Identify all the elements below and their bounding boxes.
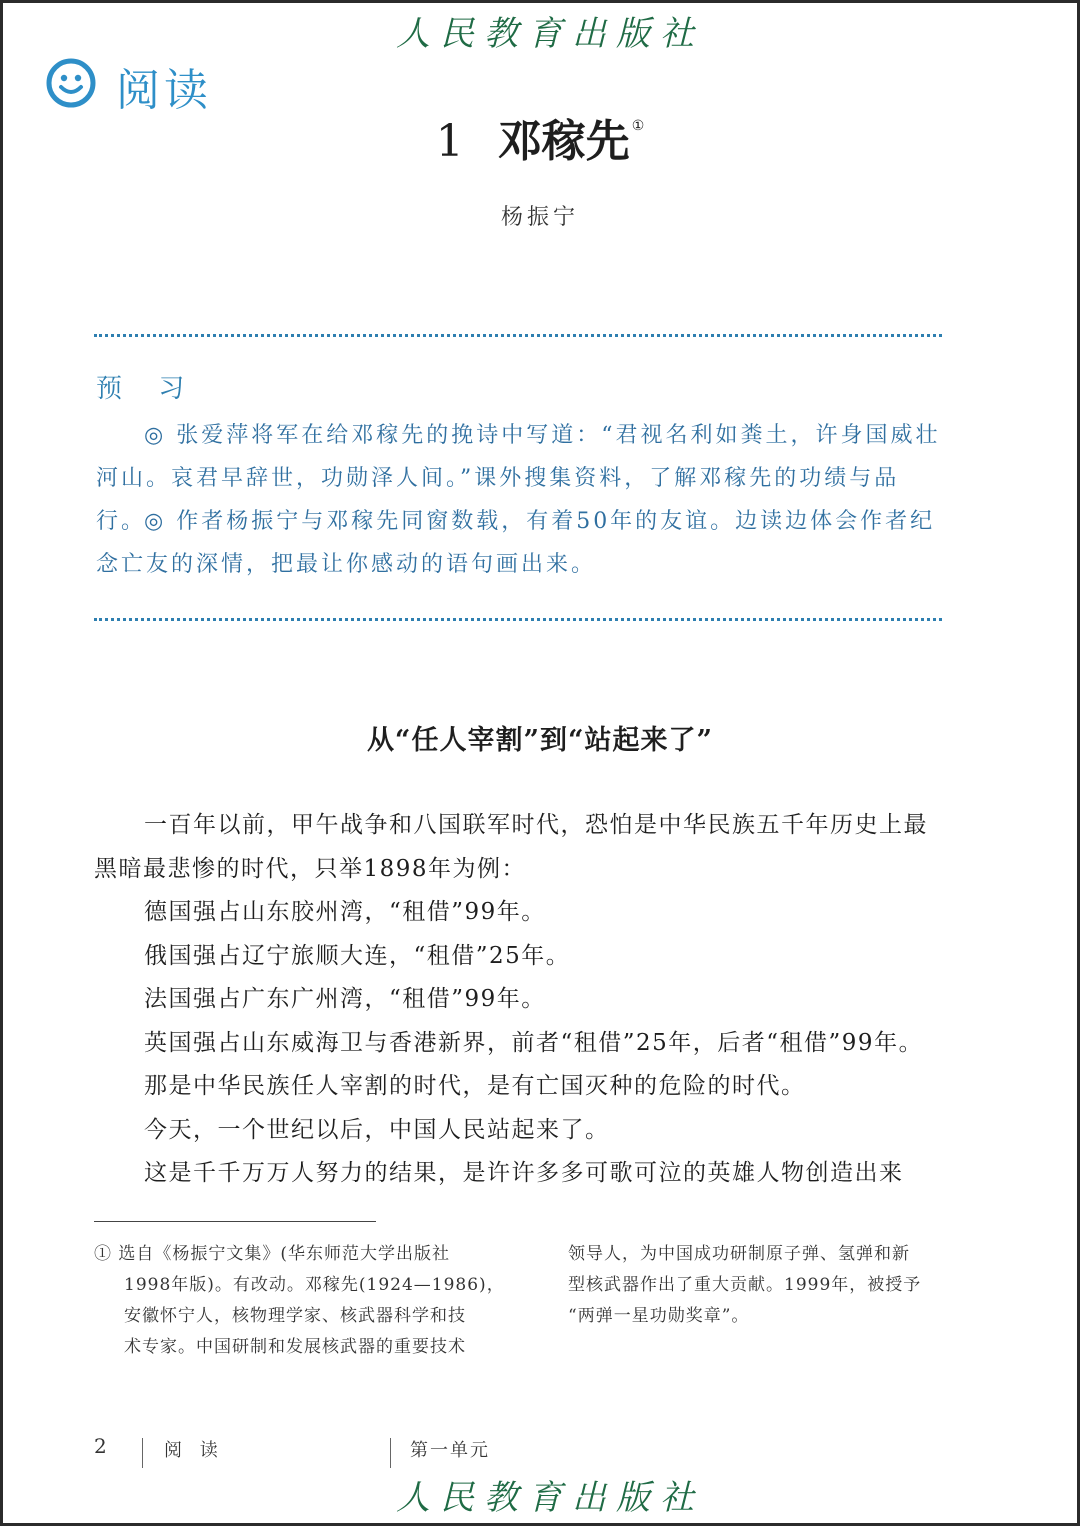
preview-item-1-line: ◎ 张爱萍将军在给邓稼先的挽诗中写道：“君视名利如粪土，许身国威壮	[144, 423, 941, 448]
preview-item-2-line: ◎ 作者杨振宁与邓稼先同窗数载，有着50年的友谊。边读边体会作者纪	[144, 509, 936, 534]
footnote-right-column	[568, 1239, 942, 1332]
footnote-rule	[94, 1221, 376, 1222]
footnote-line: 型核武器作出了重大贡献。1999年，被授予	[568, 1275, 922, 1295]
page-number: 2	[94, 1434, 107, 1458]
lesson-title	[0, 105, 1080, 169]
body-line: 黑暗最悲惨的时代，只举1898年为例：	[94, 855, 527, 882]
footnote-line: 1998年版)。有改动。邓稼先(1924—1986)，	[124, 1275, 505, 1295]
author-name: 杨振宁	[500, 205, 579, 230]
footnote-line: 术专家。中国研制和发展核武器的重要技术	[124, 1337, 466, 1357]
body-line: 这是千千万万人努力的结果，是许许多多可歌可泣的英雄人物创造出来	[144, 1160, 904, 1186]
body-line: 法国强占广东广州湾，“租借”99年。	[144, 986, 546, 1012]
footnote-left-column	[94, 1239, 504, 1363]
footnote-line: ① 选自《杨振宁文集》(华东师范大学出版社	[94, 1244, 451, 1264]
lesson-number: 1	[435, 116, 464, 167]
body-line: 那是中华民族任人宰割的时代，是有亡国灭种的危险的时代。	[144, 1073, 806, 1099]
publisher-watermark-top: 人民教育出版社	[396, 14, 704, 54]
preview-item-1-line: 河山。哀君早辞世，功勋泽人间。”课外搜集资料，了解邓稼先的功绩与品行。	[96, 466, 900, 534]
footnote-line: “两弹一星功勋奖章”。	[568, 1306, 750, 1326]
preview-divider-top	[94, 334, 942, 337]
body-line: 英国强占山东威海卫与香港新界，前者“租借”25年，后者“租借”99年。	[144, 1029, 924, 1056]
preview-heading: 预 习	[96, 374, 199, 404]
footnote-mark: ①	[631, 118, 645, 134]
body-line: 今天，一个世纪以后，中国人民站起来了。	[144, 1116, 610, 1143]
preview-item-2-line: 念亡友的深情，把最让你感动的语句画出来。	[96, 552, 597, 577]
footer-divider	[142, 1438, 143, 1468]
lesson-title-text: 邓稼先	[497, 116, 630, 167]
section-label: 阅读	[116, 65, 212, 116]
preview-item-2	[96, 500, 942, 586]
body-line: 德国强占山东胶州湾，“租借”99年。	[144, 899, 546, 925]
footer-divider	[390, 1438, 391, 1468]
footer-section-label: 阅 读	[164, 1440, 224, 1461]
footer-unit-label: 第一单元	[410, 1440, 490, 1461]
body-line: 俄国强占辽宁旅顺大连，“租借”25年。	[144, 942, 571, 969]
body-text	[94, 804, 942, 1196]
smiley-icon	[46, 58, 96, 108]
publisher-watermark-bottom: 人民教育出版社	[396, 1478, 704, 1518]
footnote-line: 领导人，为中国成功研制原子弹、氢弹和新	[568, 1244, 910, 1264]
section-title: 从“任人宰割”到“站起来了”	[366, 725, 714, 756]
preview-divider-bottom	[94, 618, 942, 621]
body-line: 一百年以前，甲午战争和八国联军时代，恐怕是中华民族五千年历史上最	[144, 812, 928, 838]
footnote-line: 安徽怀宁人，核物理学家、核武器科学和技	[124, 1306, 466, 1326]
